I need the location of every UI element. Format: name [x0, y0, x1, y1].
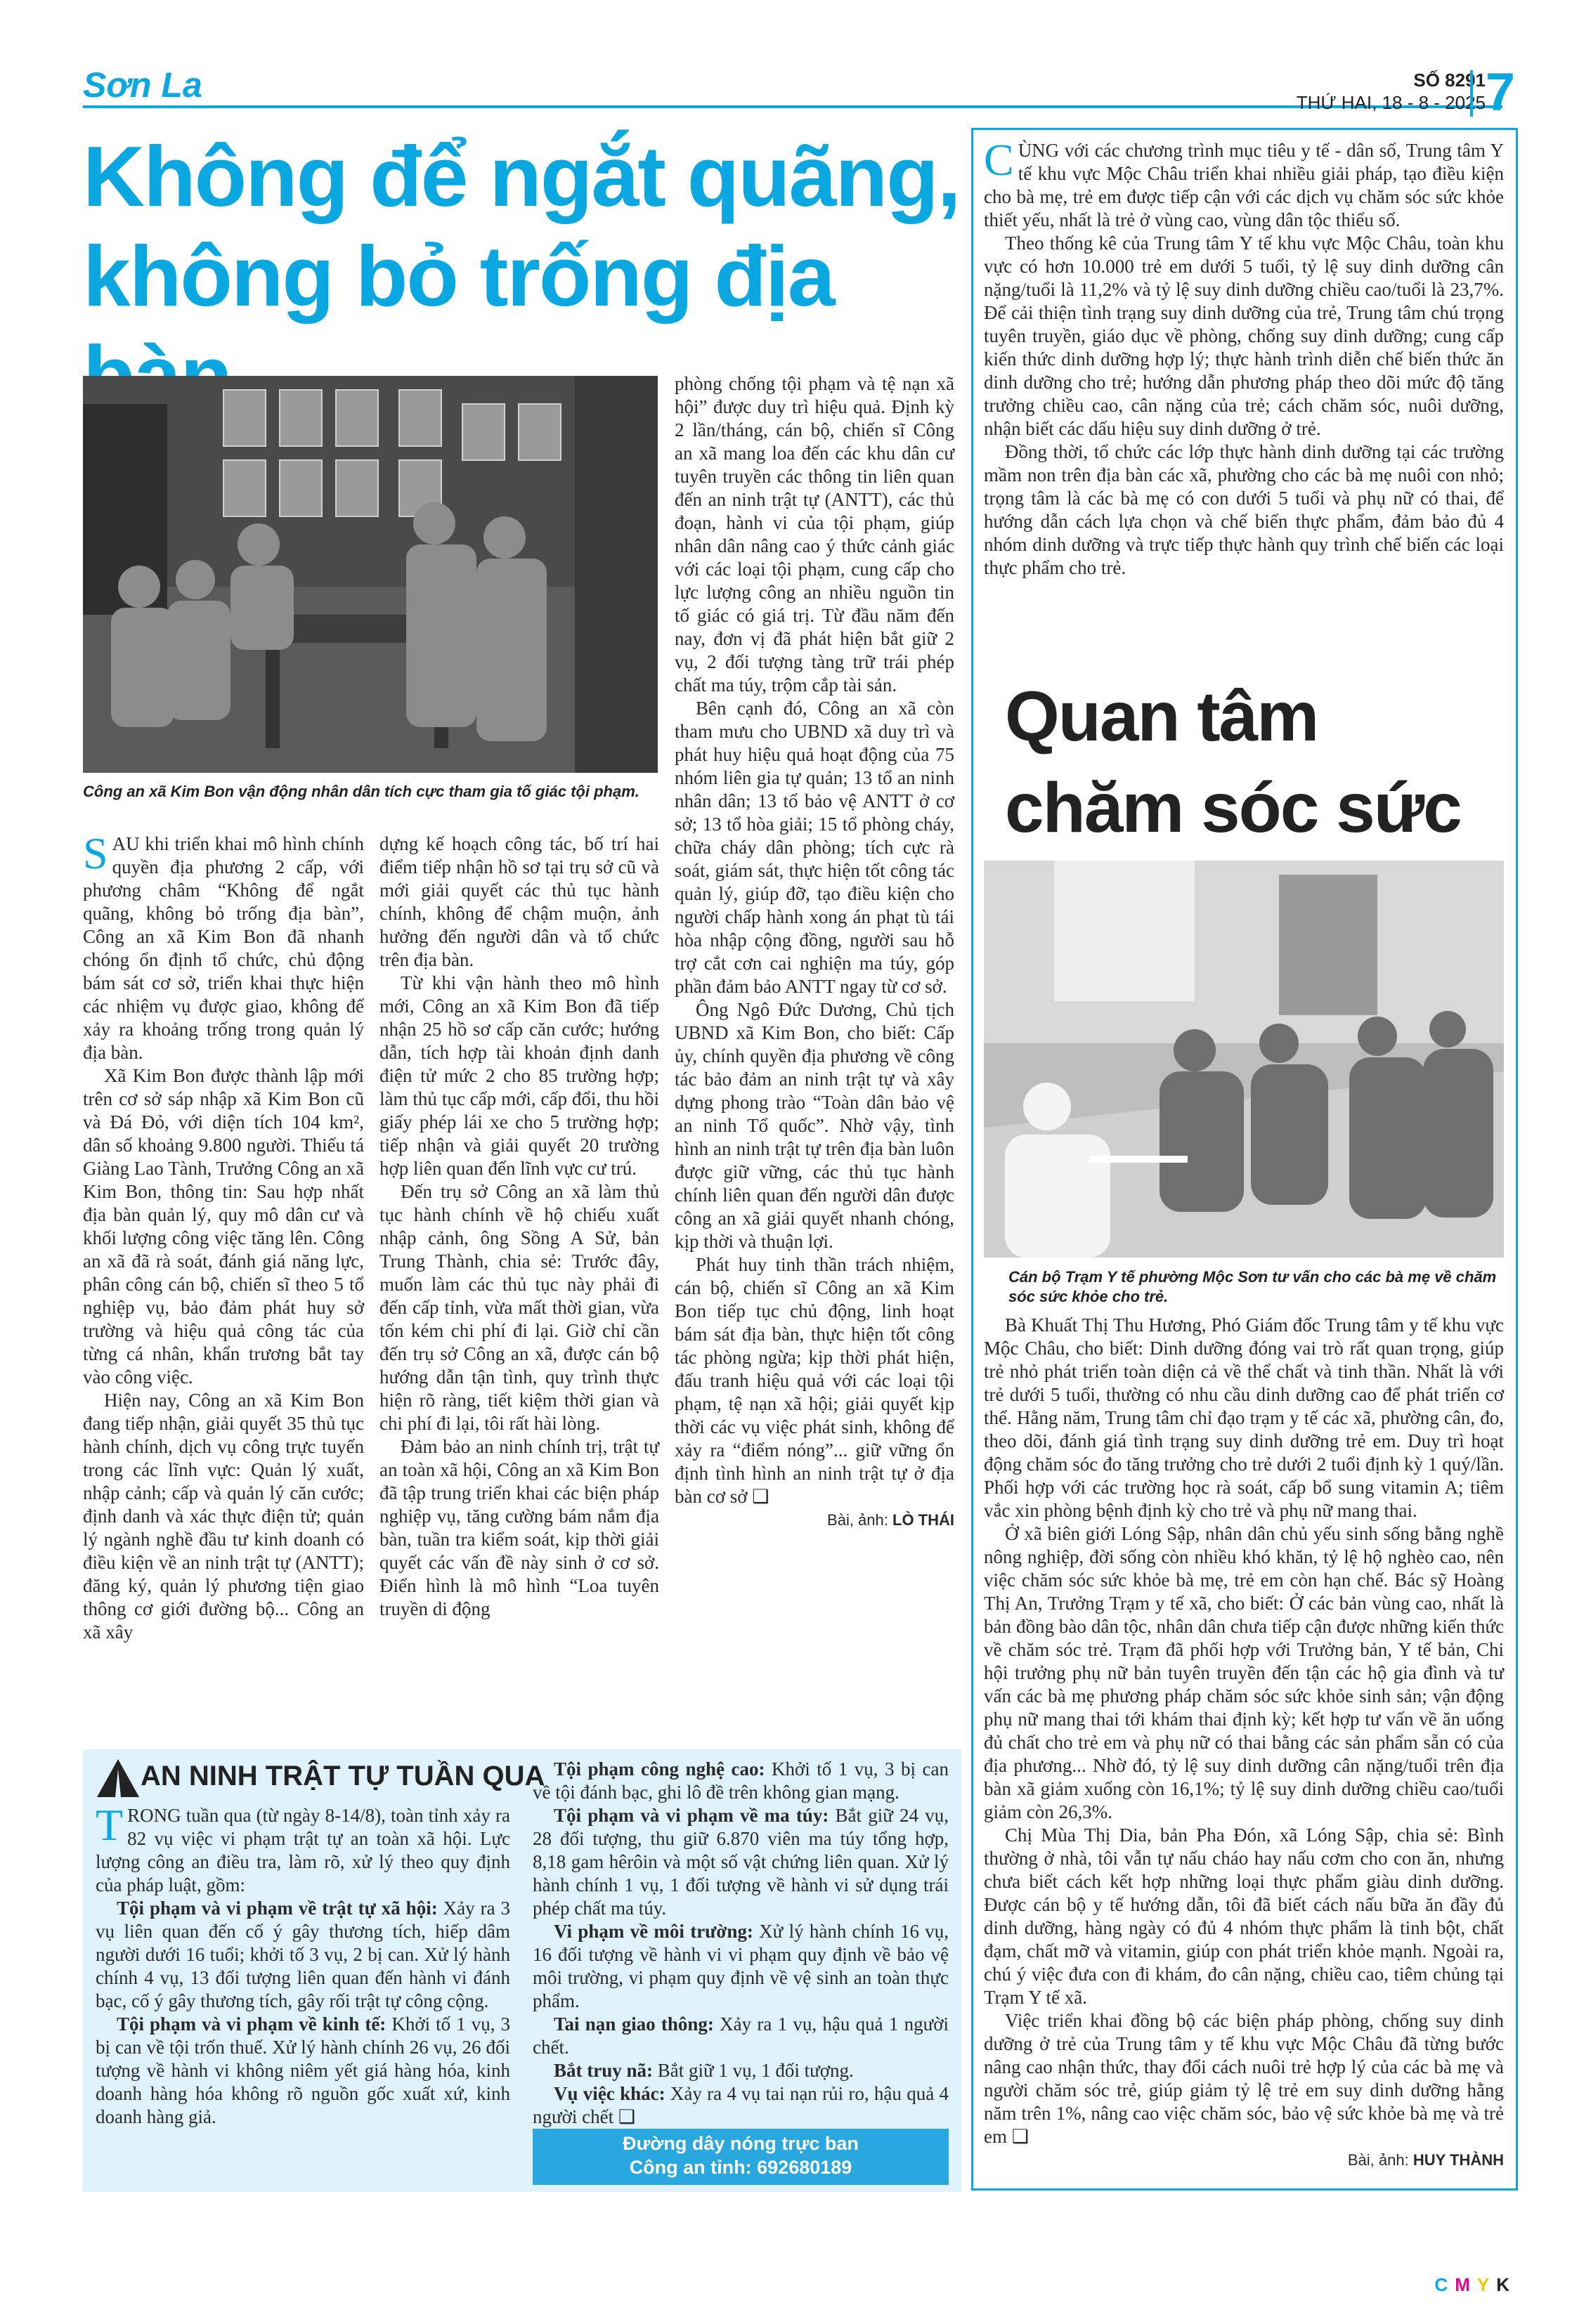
security-item-wanted [533, 2059, 949, 2082]
security-item-environment [533, 1920, 949, 2013]
article1-col2-p3: Đến trụ sở Công an xã làm thủ tục hành chính về hộ chiếu xuất nhập cảnh, ông Sồng A Sử, bản Trung Thành, chia sẻ: Trước đây, muốn làm các thủ tục này phải đi đến cấp tỉnh, vừa mất thời gian, vừa tốn kém chi phí đi lại. Giờ chỉ cần đến trụ sở Công an xã, được cán bộ hướng dẫn tận tình, quy trình thực hiện rõ ràng, tiết kiệm thời gian và chi phí đi lại, tôi rất hài lòng. [379, 1181, 659, 1434]
article1-col3-p1: phòng chống tội phạm và tệ nạn xã hội” được duy trì hiệu quả. Định kỳ 2 lần/tháng, cán bộ, chiến sĩ Công an xã mang loa đến các khu dân cư tuyên truyền các thông tin liên quan đến an ninh trật tự (ANTT), các thủ đoạn, hành vi của tội phạm, giúp nhân dân nâng cao ý thức cảnh giác với các loại tội phạm, cung cấp cho lực lượng công an nhiều nguồn tin tố giác có giá trị. Từ đầu năm đến nay, đơn vị đã phát hiện bắt giữ 2 vụ, 2 đối tượng tàng trữ trái phép chất ma túy, trộm cắp tài sản. [675, 373, 954, 696]
article1-col1-p1: AU khi triển khai mô hình chính quyền địa phương 2 cấp, với phương châm “Không để ngắt quãng, không bỏ trống địa bàn”, Công an xã Kim Bon đã nhanh chóng ổn định tổ chức, chủ động bám sát cơ sở, triển khai thực hiện các nhiệm vụ được giao, không để xảy ra khoảng trống trong quản lý địa bàn. [83, 833, 364, 1063]
article2-byline [984, 2148, 1504, 2172]
security-item-hightech-label: Tội phạm công nghệ cao: [554, 1758, 765, 1780]
police-meeting-image [83, 376, 658, 773]
article1-col1-p3: Hiện nay, Công an xã Kim Bon đang tiếp nhận, giải quyết 35 thủ tục hành chính, dịch vụ công trực tuyến trong các lĩnh vực: Quản lý xuất, nhập cảnh; cấp và quản lý căn cước; định danh và xác thực điện tử; quản lý ngành nghề đầu tư kinh doanh có điều kiện về an ninh trật tự (ANTT); đăng ký, quản lý phương tiện giao thông cơ giới đường bộ... Công an xã xây [83, 1390, 364, 1643]
article2-dropcap: C [984, 135, 1014, 185]
article1-col2 [379, 833, 659, 1621]
security-box [83, 1749, 961, 2192]
issue-date: THỨ HAI, 18 - 8 - 2025 [1296, 92, 1486, 113]
security-item-other-label: Vụ việc khác: [554, 2083, 665, 2104]
hotline-box [533, 2129, 949, 2185]
article2-byline-author: HUY THÀNH [1413, 2151, 1504, 2169]
health-consultation-image [984, 861, 1504, 1258]
hotline-line1: Đường dây nóng trực ban [623, 2133, 859, 2154]
cmyk-marks [1434, 2274, 1517, 2296]
security-box-right [533, 1758, 949, 2152]
article1-byline-author: LÒ THÁI [892, 1511, 954, 1529]
security-item-social [96, 1897, 510, 2013]
security-item-other [533, 2082, 949, 2129]
issue-number: SỐ 8291 [1413, 70, 1486, 91]
cmyk-m: M [1455, 2274, 1477, 2295]
article2-body-p3: Chị Mùa Thị Dia, bản Pha Đón, xã Lóng Sập, chia sẻ: Bình thường ở nhà, tôi vẫn tự nấu cháo hay nấu cơm cho con ăn, nhưng chưa biết cách kết hợp những loại thực phẩm giàu dinh dưỡng. Được cán bộ y tế hướng dẫn, tôi đã biết cách nấu bữa ăn đầy đủ dinh dưỡng, hàng ngày có đủ 4 nhóm thực phẩm là tinh bột, chất đạm, chất mỡ và vitamin, giúp con phát triển khỏe mạnh. Ngoài ra, chú ý việc đưa con đi khám, đo cân nặng, chiều cao, tiêm chủng tại Trạm Y tế xã. [984, 1824, 1504, 2008]
security-item-drugs [533, 1804, 949, 1920]
article2-body-p4: Việc triển khai đồng bộ các biện pháp phòng, chống suy dinh dưỡng ở trẻ của Trung tâm y tế khu vực Mộc Châu đã từng bước nâng cao nhận thức, thay đổi cách nuôi trẻ hợp lý của các bà mẹ và người chăm sóc trẻ, giúp giảm tỷ lệ trẻ em suy dinh dưỡng hằng năm trên 1%, nâng cao việc chăm sóc, bảo vệ sức khỏe bà mẹ và trẻ em ❑ [984, 2010, 1504, 2147]
security-item-social-text: Xảy ra 3 vụ liên quan đến cố ý gây thương tích, hiếp dâm người dưới 16 tuổi; khởi tố 3 vụ, 2 bị can. Xử lý hành chính 4 vụ, 13 đối tượng liên quan đến hành vi đánh bạc, cố ý gây thương tích, gây rối trật tự công cộng. [96, 1898, 510, 2011]
cmyk-y: Y [1476, 2274, 1497, 2295]
article2-intro [984, 135, 1504, 580]
article1-caption: Công an xã Kim Bon vận động nhân dân tích cực tham gia tố giác tội phạm. [83, 783, 639, 800]
article2-body-p1: Bà Khuất Thị Thu Hương, Phó Giám đốc Trung tâm y tế khu vực Mộc Châu, cho biết: Dinh dưỡng đóng vai trò rất quan trọng, giúp trẻ nhỏ phát triển toàn diện cả về thể chất và tinh thần. Nhất là với trẻ dưới 5 tuổi, thường có nhu cầu dinh dưỡng cao để phát triển cơ thể. Hằng năm, Trung tâm chỉ đạo trạm y tế các xã, phường cân, đo, theo dõi, đánh giá tình trạng suy dinh dưỡng trẻ em. Duy trì hoạt động chăm sóc đo tăng trưởng cho trẻ dưới 2 tuổi định kỳ 1 quý/lần. Phối hợp với các trường học rà soát, cấp bổ sung vitamin A; tiêm vắc xin phòng bệnh định kỳ cho trẻ và phụ nữ mang thai. [984, 1314, 1504, 1521]
section-name: Sơn La [83, 65, 202, 105]
article2-headline: Quan tâm chăm sóc sức [1005, 677, 1461, 847]
security-item-social-label: Tội phạm và vi phạm về trật tự xã hội: [117, 1898, 438, 1919]
article1-byline [675, 1508, 954, 1532]
security-item-drugs-label: Tội phạm và vi phạm về ma túy: [554, 1805, 829, 1826]
security-item-wanted-text: Bắt giữ 1 vụ, 1 đối tượng. [657, 2060, 854, 2081]
security-item-hightech [533, 1758, 949, 1804]
header-rule [83, 105, 1502, 108]
article1-dropcap: S [83, 828, 108, 878]
security-box-title-row [97, 1758, 545, 1800]
security-item-environment-text: Xử lý hành chính 16 vụ, 16 đối tượng về hành vi vi phạm quy định về bảo vệ môi trường, vi phạm quy định về vệ sinh an toàn thực phẩm. [533, 1921, 949, 2011]
article1-col1 [83, 828, 364, 1644]
article1-col3-p2: Bên cạnh đó, Công an xã còn tham mưu cho UBND xã duy trì và phát huy hiệu quả hoạt động của 75 nhóm liên gia tự quản; 13 tổ an ninh nhân dân; 13 tổ bảo vệ ANTT ở cơ sở; 13 tổ hòa giải; 15 tổ phòng cháy, chữa cháy dân phòng; tích cực rà soát, giám sát, thực hiện tốt công tác quản lý, giúp đỡ, tạo điều kiện cho người chấp hành xong án phạt tù tái hòa nhập cộng đồng, người sau hỗ trợ cắt cơn cai nghiện ma túy, góp phần đảm bảo ANTT ngay từ cơ sở. [675, 698, 954, 997]
security-item-hightech-text: Khởi tố 1 vụ, 3 bị can về tội đánh bạc, ghi lô đề trên không gian mạng. [533, 1758, 949, 1803]
article2-intro-p3: Đồng thời, tổ chức các lớp thực hành dinh dưỡng tại các trường mầm non trên địa bàn các xã, phường cho các bà mẹ nuôi con nhỏ; trọng tâm là các bà mẹ có con dưới 5 tuổi và phụ nữ có thai, để hướng dẫn cách lựa chọn và chế biến thực phẩm, đảm bảo đủ 4 nhóm dinh dưỡng và trực tiếp thực hành quy trình chế biến các loại thực phẩm cho trẻ. [984, 441, 1504, 578]
security-item-traffic-text: Xảy ra 1 vụ, hậu quả 1 người chết. [533, 2013, 949, 2058]
security-item-economy-label: Tội phạm và vi phạm về kinh tế: [117, 2013, 387, 2035]
security-item-traffic [533, 2013, 949, 2059]
article1-col2-p4: Đảm bảo an ninh chính trị, trật tự an toàn xã hội, Công an xã Kim Bon đã tập trung triển khai các biện pháp nghiệp vụ, tăng cường bám nắm địa bàn, tuần tra kiểm soát, kịp thời giải quyết các vấn đề này sinh ở cơ sở. Điển hình là mô hình “Loa tuyên truyền di động [379, 1436, 659, 1619]
article2-intro-p2: Theo thống kê của Trung tâm Y tế khu vực Mộc Châu, toàn khu vực có hơn 10.000 trẻ em dưới 5 tuổi, tỷ lệ suy dinh dưỡng cân nặng/tuổi là 11,2% và tỷ lệ suy dinh dưỡng chiều cao/tuổi là 23,7%. Để cải thiện tình trạng suy dinh dưỡng của trẻ, Trung tâm chú trọng tuyên truyền, giáo dục về phòng, chống suy dinh dưỡng; cung cấp kiến thức dinh dưỡng hợp lý; thực hành trình diễn chế biến thức ăn dinh dưỡng cho trẻ; hướng dẫn phương pháp theo dõi mức độ tăng trưởng chiều cao, cân nặng của trẻ; cách chăm sóc, nuôi dưỡng, nhận biết các dấu hiệu suy dinh dưỡng ở trẻ. [984, 233, 1504, 439]
article1-col1-p2: Xã Kim Bon được thành lập mới trên cơ sở sáp nhập xã Kim Bon cũ và Đá Đỏ, với diện tích 104 km², dân số khoảng 9.800 người. Thiếu tá Giàng Lao Tành, Trưởng Công an xã Kim Bon, thông tin: Sau hợp nhất địa bàn quản lý, quy mô dân cư và khối lượng công việc tăng lên. Công an xã đã rà soát, đánh giá năng lực, phân công cán bộ, chiến sĩ theo 5 tổ nghiệp vụ, bảo đảm phát huy sở trường và hiệu quả công tác của từng cá nhân, khẩn trương bắt tay vào công việc. [83, 1065, 364, 1388]
article2-byline-prefix: Bài, ảnh: [1347, 2151, 1409, 2169]
cmyk-k: K [1496, 2274, 1517, 2295]
article1-headline: Không để ngắt quãng, không bỏ trống địa [83, 129, 960, 324]
security-intro: RONG tuần qua (từ ngày 8-14/8), toàn tỉnh xảy ra 82 vụ việc vi phạm trật tự an toàn xã hội. Lực lượng công an điều tra, làm rõ, xử lý theo quy định của pháp luật, gồm: [96, 1805, 510, 1895]
issue-info [1297, 69, 1486, 114]
security-item-wanted-label: Bắt truy nã: [554, 2060, 653, 2081]
article1-col3-p4: Phát huy tinh thần trách nhiệm, cán bộ, chiến sĩ Công an xã Kim Bon tiếp tục chủ động, linh hoạt bám sát địa bàn, thực hiện tốt công tác phòng ngừa; kịp thời phát hiện, đấu tranh hiệu quả với các loại tội phạm, tệ nạn xã hội; giải quyết kịp thời các vụ việc phát sinh, không để xảy ra “điểm nóng”... giữ vững ổn định tình hình an ninh trật tự ở địa bàn cơ sở ❑ [675, 1254, 954, 1507]
article1-col3 [675, 372, 954, 1532]
article2-body-p2: Ở xã biên giới Lóng Sập, nhân dân chủ yếu sinh sống bằng nghề nông nghiệp, đời sống còn nhiều khó khăn, tỷ lệ hộ nghèo cao, nên việc chăm sóc sức khỏe bà mẹ, trẻ em còn hạn chế. Bác sỹ Hoàng Thị An, Trưởng Trạm y tế xã, cho biết: Ở các bản vùng cao, nhất là bản đồng bào dân tộc, nhân dân chưa tiếp cận được những kiến thức về chăm sóc trẻ. Trạm đã phối hợp với Trưởng bản, Y tế bản, Chi hội trưởng phụ nữ bản tuyên truyền đến tận các hộ gia đình và tư vấn các bà mẹ phương pháp chăm sóc sức khỏe sinh sản; vận động phụ nữ mang thai tới khám thai định kỳ; kết hợp tư vấn về ăn uống đủ chất cho trẻ em và phụ nữ có thai bằng các sản phẩm sẵn có của địa phương... Nhờ đó, tỷ lệ suy dinh dưỡng cân nặng/tuổi trên địa bàn xã giảm xuống còn 16,1%; tỷ lệ suy dinh dưỡng chiều cao/tuổi giảm còn 26,3%. [984, 1523, 1504, 1822]
article2-intro-p1: ÙNG với các chương trình mục tiêu y tế - dân số, Trung tâm Y tế khu vực Mộc Châu triển khai nhiều giải pháp, tạo điều kiện cho bà mẹ, trẻ em được tiếp cận với các dịch vụ chăm sóc sức khỏe thiết yếu, nhất là trẻ ở vùng cao, vùng dân tộc thiểu số. [984, 140, 1504, 230]
article1-col2-p1: dựng kế hoạch công tác, bố trí hai điểm tiếp nhận hồ sơ tại trụ sở cũ và mới giải quyết các thủ tục hành chính, không để chậm muộn, ảnh hưởng đến người dân và tổ chức trên địa bàn. [379, 833, 659, 970]
hotline-line2: Công an tỉnh: 692680189 [629, 2157, 852, 2178]
security-item-environment-label: Vi phạm về môi trường: [554, 1921, 753, 1942]
security-item-traffic-label: Tai nạn giao thông: [554, 2013, 714, 2035]
page-number: 7 [1485, 63, 1515, 122]
article1-col2-p2: Từ khi vận hành theo mô hình mới, Công an xã Kim Bon đã tiếp nhận 25 hồ sơ cấp căn cước; hướng dẫn, tích hợp tài khoản định danh điện tử mức 2 cho 85 trường hợp; làm thủ tục cấp mới, cấp đổi, thu hồi giấy phép lái xe cho 5 trường hợp; tiếp nhận và giải quyết 20 trường hợp liên quan đến lĩnh vực cư trú. [379, 972, 659, 1179]
security-item-drugs-text: Bắt giữ 24 vụ, 28 đối tượng, thu giữ 6.870 viên ma túy tổng hợp, 8,18 gam hêrôin và một số vật chứng liên quan. Xử lý hành chính 1 vụ, 1 đối tượng về hành vi sử dụng trái phép chất ma túy. [533, 1805, 949, 1919]
road-logo-icon [97, 1759, 139, 1797]
cmyk-c: C [1434, 2274, 1455, 2295]
security-box-title: AN NINH TRẬT TỰ TUẦN QUA [141, 1761, 545, 1791]
article2-photo [984, 861, 1504, 1258]
article2-caption: Cán bộ Trạm Y tế phường Mộc Sơn tư vấn cho các bà mẹ về chăm sóc sức khỏe cho trẻ. [1008, 1268, 1497, 1305]
security-item-economy-text: Khởi tố 1 vụ, 3 bị can về tội trốn thuế. Xử lý hành chính 26 vụ, 26 đối tượng về hành vi không niêm yết giá hàng hóa, kinh doanh hàng hóa không rõ nguồn gốc xuất xứ, kinh doanh hàng giả. [96, 2013, 511, 2127]
article1-byline-prefix: Bài, ảnh: [827, 1511, 888, 1529]
article1-col3-p3: Ông Ngô Đức Dương, Chủ tịch UBND xã Kim Bon, cho biết: Cấp ủy, chính quyền địa phương về công tác bảo đảm an ninh trật tự và xây dựng phong trào “Toàn dân bảo vệ an ninh Tổ quốc”. Nhờ vậy, tình hình an ninh trật tự trên địa bàn luôn được giữ vững, các thủ tục hành chính liên quan đến người dân được công an xã giải quyết nhanh chóng, kịp thời và thuận lợi. [675, 999, 954, 1252]
article1-photo [83, 376, 658, 773]
security-item-economy [96, 2013, 510, 2129]
article2-body [984, 1314, 1504, 2172]
page-number-divider [1470, 70, 1473, 117]
security-dropcap: T [96, 1800, 124, 1850]
security-box-left [96, 1800, 511, 2129]
security-item-other-text: Xảy ra 4 vụ tai nạn rủi ro, hậu quả 4 người chết ❑ [533, 2083, 949, 2127]
